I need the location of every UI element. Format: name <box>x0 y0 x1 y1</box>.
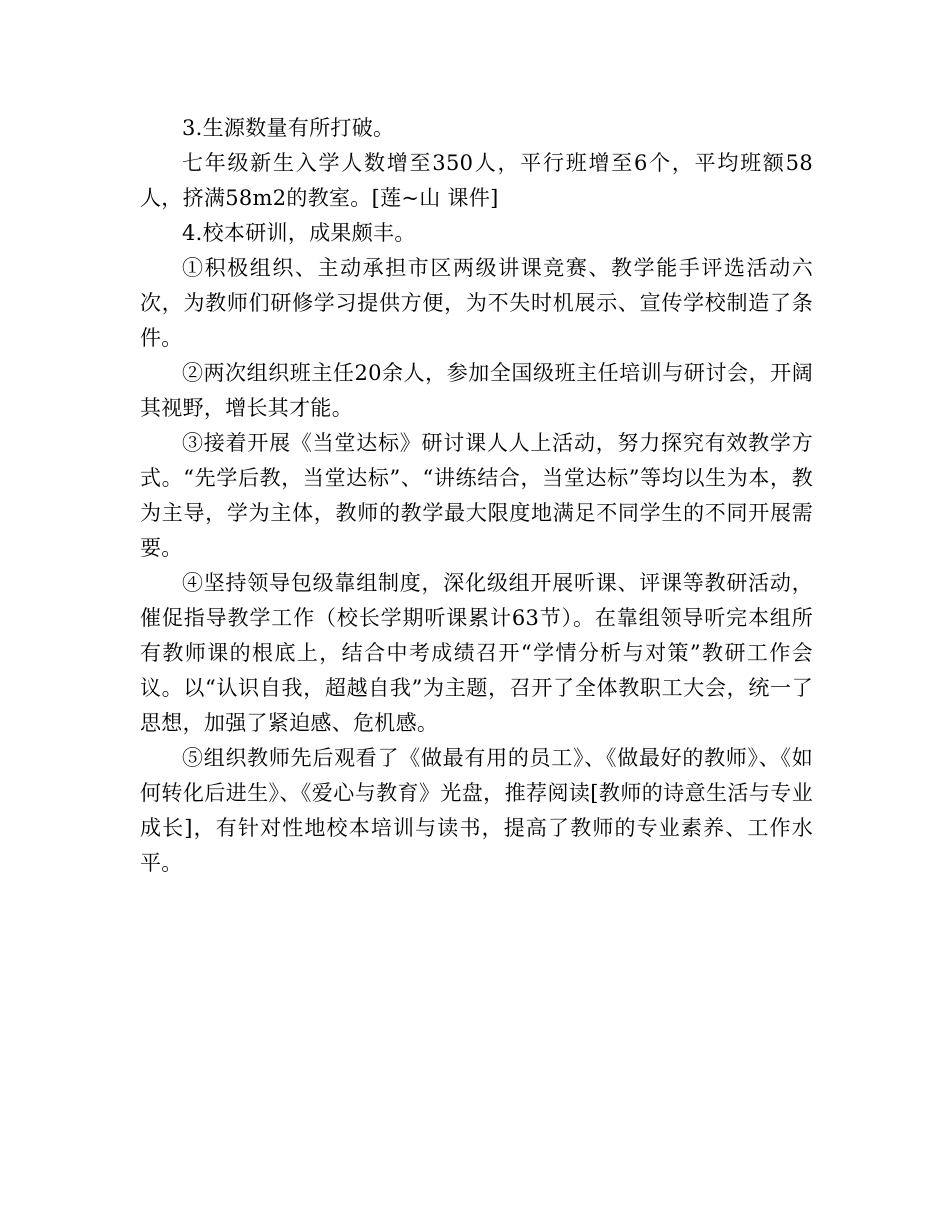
paragraph-item-2: ②两次组织班主任20余人，参加全国级班主任培训与研讨会，开阔其视野，增长其才能。 <box>140 361 813 420</box>
paragraph-item-4: ④坚持领导包级靠组制度，深化级组开展听课、评课等教研活动，催促指导教学工作（校长学期听课累计63节）。在靠组领导听完本组所有教师课的根底上，结合中考成绩召开“学情分析与对策”教研工作会议。以“认识自我，超越自我”为主题，召开了全体教职工大会，统一了思想，加强了紧迫感、危机感。 <box>140 571 813 735</box>
paragraph-item-3: ③接着开展《当堂达标》研讨课人人上活动，努力探究有效教学方式。“先学后教，当堂达标”、“讲练结合，当堂达标”等均以生为本，教为主导，学为主体，教师的教学最大限度地满足不同学生的不同开展需要。 <box>140 431 813 560</box>
paragraph-enrollment: 七年级新生入学人数增至350人，平行班增至6个，平均班额58人，挤满58m2的教室。[莲~山 课件] <box>140 151 813 210</box>
document-body <box>140 111 813 881</box>
paragraph-item-5: ⑤组织教师先后观看了《做最有用的员工》、《做最好的教师》、《如何转化后进生》、《爱心与教育》光盘，推荐阅读[教师的诗意生活与专业成长]，有针对性地校本培训与读书，提高了教师的专业素养、工作水平。 <box>140 746 813 875</box>
paragraph-student-source-heading: 3.生源数量有所打破。 <box>182 116 395 140</box>
paragraph-research-heading: 4.校本研训，成果颇丰。 <box>182 221 416 245</box>
paragraph-item-1: ①积极组织、主动承担市区两级讲课竞赛、教学能手评选活动六次，为教师们研修学习提供方便，为不失时机展示、宣传学校制造了条件。 <box>140 256 813 350</box>
